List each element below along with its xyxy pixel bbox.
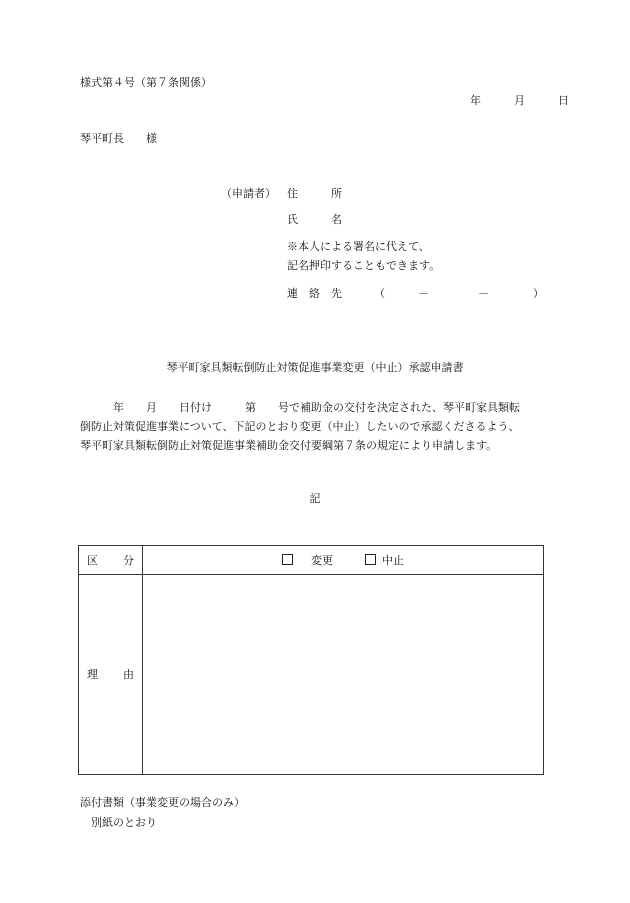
- body-line-3: 琴平町家具類転倒防止対策促進事業補助金交付要綱第７条の規定により申請します。: [80, 439, 498, 452]
- date-month-label: 月: [514, 94, 525, 107]
- cancel-checkbox[interactable]: [365, 554, 376, 565]
- body-paragraph: [80, 398, 550, 455]
- date-day-label: 日: [558, 94, 569, 107]
- category-label-1: 区: [87, 553, 98, 567]
- contact-dash-2: －: [478, 287, 489, 300]
- contact-label: 連 絡 先: [287, 287, 342, 300]
- address-label: 住 所: [287, 187, 342, 200]
- applicant-label: （申請者）: [221, 187, 276, 200]
- attachments-value: 別紙のとおり: [91, 816, 157, 829]
- reason-field[interactable]: [143, 575, 544, 775]
- reason-label-1: 理: [87, 668, 98, 681]
- reason-label-2: 由: [123, 668, 134, 681]
- change-option-label: 変更: [311, 554, 333, 567]
- category-options-cell: [143, 546, 544, 575]
- category-label-cell: [79, 546, 143, 575]
- reason-label-cell: [79, 575, 143, 775]
- change-option[interactable]: [282, 554, 333, 566]
- contact-open-paren: （: [374, 287, 385, 300]
- reason-row: [79, 575, 544, 775]
- body-line-2: 倒防止対策促進事業について、下記のとおり変更（中止）したいので承認くださるよう、: [80, 420, 520, 433]
- body-line-1: 年 月 日付け 第 号で補助金の交付を決定された、琴平町家具類転: [80, 401, 520, 414]
- document-title: 琴平町家具類転倒防止対策促進事業変更（中止）承認申請書: [166, 361, 464, 374]
- name-label: 氏 名: [287, 213, 342, 226]
- form-number: 様式第４号（第７条関係）: [80, 76, 212, 89]
- date-year-label: 年: [470, 94, 481, 107]
- ki-heading: 記: [309, 492, 321, 505]
- category-label-2: 分: [123, 553, 134, 567]
- addressee: 琴平町長 様: [80, 132, 157, 145]
- change-checkbox[interactable]: [282, 554, 293, 565]
- cancel-option[interactable]: [365, 554, 405, 566]
- cancel-option-label: 中止: [382, 554, 404, 567]
- application-table: [78, 545, 544, 775]
- contact-dash-1: －: [418, 287, 429, 300]
- signature-note-2: 記名押印することもできます。: [287, 259, 441, 272]
- date-line: [470, 95, 569, 106]
- signature-note-1: ※本人による署名に代えて、: [287, 240, 430, 253]
- category-row: [79, 546, 544, 575]
- attachments-title: 添付書類（事業変更の場合のみ）: [80, 796, 245, 809]
- contact-close-paren: ）: [533, 287, 544, 300]
